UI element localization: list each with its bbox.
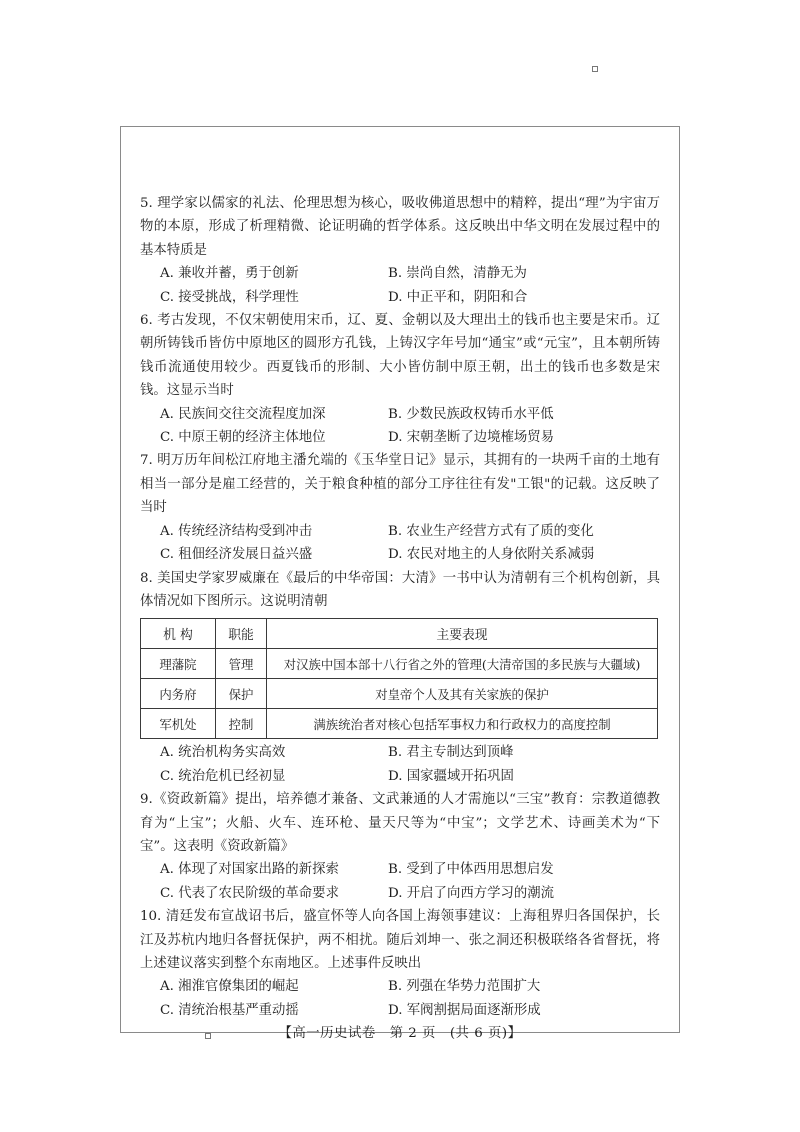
table-cell: 理藩院	[141, 649, 216, 679]
question-10	[140, 905, 660, 1022]
option-a: A. 兼收并蓄，勇于创新	[160, 266, 299, 282]
question-stem: 7. 明万历年间松江府地主潘允端的《玉华堂日记》显示，其拥有的一块两千亩的土地有相当一部分是雇工经营的，关于粮食种植的部分工序往往有发"工银"的记载。这反映了当时	[140, 453, 660, 516]
option-c: C. 接受挑战，科学理性	[160, 289, 299, 305]
question-stem: 9.《资政新篇》提出，培养德才兼备、文武兼通的人才需施以“三宝”教育：宗教道德教育为“上宝”；火船、火车、连环枪、量天尺等为“中宝”；文学艺术、诗画美术为“下宝”。这表明《资政新篇》	[140, 792, 660, 854]
option-d: D. 军阀割据局面逐渐形成	[388, 1002, 541, 1018]
option-a: A. 湘淮官僚集团的崛起	[160, 979, 299, 995]
table-cell: 保护	[216, 679, 267, 709]
question-stem: 8. 美国史学家罗威廉在《最后的中华帝国：大清》一书中认为清朝有三个机构创新，具体情况如下图所示。这说明清朝	[140, 570, 660, 609]
question-6	[140, 309, 660, 449]
option-d: D. 宋朝垄断了边境榷场贸易	[388, 430, 555, 446]
option-d: D. 国家疆域开拓巩固	[388, 768, 514, 784]
option-d: D. 开启了向西方学习的潮流	[388, 885, 555, 901]
option-d: D. 农民对地主的人身依附关系减弱	[388, 547, 595, 563]
table-cell: 对汉族中国本部十八行省之外的管理(大清帝国的多民族与大疆域)	[267, 649, 658, 679]
option-c: C. 统治危机已经初显	[160, 768, 286, 784]
option-a: A. 体现了对国家出路的新探索	[160, 862, 339, 878]
header-function: 职能	[216, 619, 267, 649]
table-cell: 对皇帝个人及其有关家族的保护	[267, 679, 658, 709]
table-header-row	[141, 619, 658, 649]
exam-content	[140, 192, 660, 1046]
option-d: D. 中正平和，阴阳和合	[388, 289, 528, 305]
table-cell: 内务府	[141, 679, 216, 709]
option-b: B. 少数民族政权铸币水平低	[388, 406, 554, 422]
institution-table	[140, 618, 658, 739]
option-list	[140, 741, 660, 788]
option-b: B. 崇尚自然，清静无为	[388, 266, 527, 282]
option-c: C. 中原王朝的经济主体地位	[160, 430, 326, 446]
option-c: C. 租佃经济发展日益兴盛	[160, 547, 313, 563]
option-list	[140, 520, 660, 567]
option-c: C. 代表了农民阶级的革命要求	[160, 885, 339, 901]
corner-mark-top	[592, 66, 598, 72]
question-stem: 6. 考古发现，不仅宋朝使用宋币，辽、夏、金朝以及大理出土的钱币也主要是宋币。辽朝所铸钱币皆仿中原地区的圆形方孔钱，上铸汉字年号加“通宝”或“元宝”，且本朝所铸钱币流通使用较少。西夏钱币的形制、大小皆仿制中原王朝，出土的钱币也多数是宋钱。这显示当时	[140, 313, 660, 399]
question-7	[140, 449, 660, 566]
table-cell: 管理	[216, 649, 267, 679]
option-c: C. 清统治根基严重动摇	[160, 1002, 299, 1018]
option-a: A. 统治机构务实高效	[160, 745, 286, 761]
option-list	[140, 403, 660, 450]
page-footer: 【高一历史试卷 第 2 页 (共 6 页)】	[278, 1026, 522, 1042]
header-performance: 主要表现	[267, 619, 658, 649]
table-cell: 军机处	[141, 709, 216, 739]
question-5	[140, 192, 660, 309]
table-row	[141, 649, 658, 679]
table-row	[141, 679, 658, 709]
table-cell: 控制	[216, 709, 267, 739]
table-cell: 满族统治者对核心包括军事权力和行政权力的高度控制	[267, 709, 658, 739]
option-a: A. 民族间交往交流程度加深	[160, 406, 326, 422]
option-a: A. 传统经济结构受到冲击	[160, 523, 313, 539]
question-9	[140, 788, 660, 905]
option-b: B. 受到了中体西用思想启发	[388, 862, 554, 878]
header-institution: 机 构	[141, 619, 216, 649]
option-list	[140, 975, 660, 1022]
option-b: B. 农业生产经营方式有了质的变化	[388, 523, 594, 539]
table-row	[141, 709, 658, 739]
option-b: B. 列强在华势力范围扩大	[388, 979, 541, 995]
question-stem: 10. 清廷发布宣战诏书后，盛宣怀等人向各国上海领事建议：上海租界归各国保护，长江及苏杭内地归各督抚保护，两不相扰。随后刘坤一、张之洞还积极联络各省督抚，将上述建议落实到整个东南地区。上述事件反映出	[140, 909, 660, 971]
option-list	[140, 262, 660, 309]
option-list	[140, 858, 660, 905]
option-b: B. 君主专制达到顶峰	[388, 745, 514, 761]
question-8	[140, 567, 660, 789]
question-stem: 5. 理学家以儒家的礼法、伦理思想为核心，吸收佛道思想中的精粹，提出“理”为宇宙万物的本原，形成了析理精微、论证明确的哲学体系。这反映出中华文明在发展过程中的基本特质是	[140, 196, 660, 258]
